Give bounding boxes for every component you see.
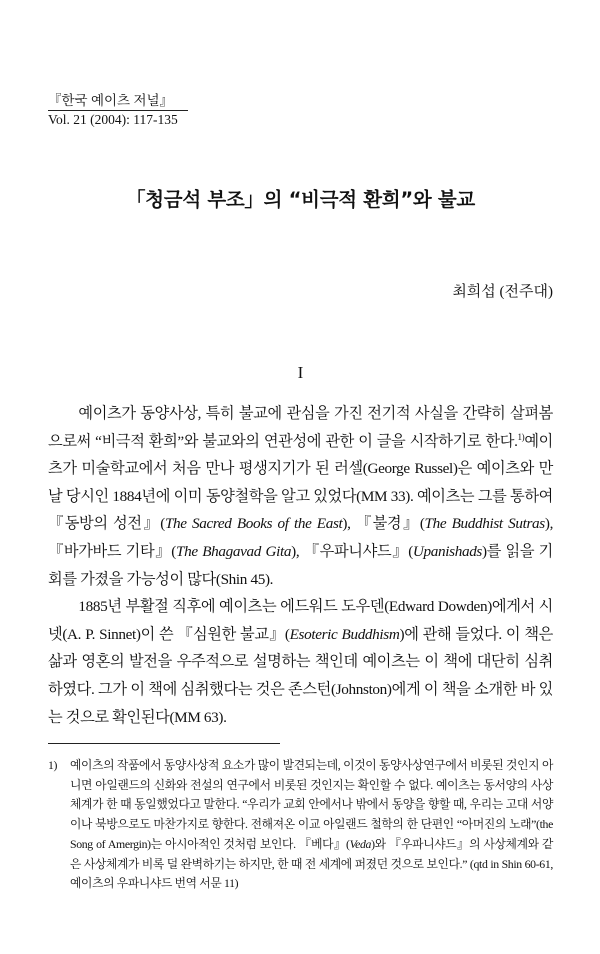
article-author: 최희섭 (전주대): [452, 284, 553, 300]
book-title-sacred-books: The Sacred Books of the East: [164, 515, 343, 533]
paragraph-2: [48, 593, 553, 731]
footnote-text: [70, 756, 553, 894]
paragraph-2-text-b: )에 관해 들었다. 이 책은 삶과 영혼의 발전을 우주적으로 설명하는 책인데 예이츠는 이 책에 대단히 심취하였다. 그가 이 책에 심취했다는 것은 존스턴(Johnston)에게 이 책을 소개한 바 있는 것으로 확인된다(MM 63).: [48, 625, 553, 726]
footnote: [48, 756, 553, 894]
book-title-buddhist-sutras: The Buddhist Sutras: [424, 515, 545, 533]
paragraph-1-text-e: ), 『우파니샤드』(: [291, 542, 413, 560]
paragraph-1-text-d: ), 『바가바드 기타』(: [48, 515, 554, 560]
paragraph-1-text-b: 예이츠가 미술학교에서 처음 만나 평생지기가 된 러셀(George Russel)은 예이츠와 만날 당시인 1884년에 이미 동양철학을 알고 있었다(MM 33). 예이츠는 그를 통하여 『동방의 성전』(: [48, 432, 553, 533]
book-title-bhagavad-gita: The Bhagavad Gita: [175, 542, 292, 560]
paragraph-1-text-c: ), 『불경』(: [342, 515, 425, 533]
book-title-veda: Veda: [349, 836, 372, 851]
paragraph-2-text-a: 1885년 부활절 직후에 예이츠는 에드워드 도우덴(Edward Dowden)에게서 시넷(A. P. Sinnet)이 쓴 『심원한 불교』(: [48, 598, 553, 643]
paragraph-1-text-f: )를 읽을 기회를 가졌을 가능성이 많다(Shin 45).: [48, 542, 553, 588]
footnote-number: 1): [48, 758, 58, 772]
article-title: 「청금석 부조」의 “비극적 환희”와 불교: [126, 188, 475, 211]
book-title-upanishads: Upanishads: [412, 542, 482, 560]
footnote-text-b: )와 『우파니샤드』의 사상체계와 같은 사상체계가 비록 덜 완벽하기는 하지만, 한 때 전 세계에 퍼졌던 것으로 보인다.” (qtd in Shin 60-61, 예이츠의 우파니샤드 번역 서문 11): [70, 836, 553, 891]
section-heading: I: [297, 363, 304, 382]
journal-name: 『한국 예이츠 저널』: [48, 92, 188, 111]
paragraph-1: [48, 400, 553, 593]
footnote-marker[interactable]: 1): [517, 431, 525, 442]
article-body: [48, 400, 553, 731]
volume-info: Vol. 21 (2004): 117-135: [48, 112, 178, 127]
paragraph-1-text-a: 예이츠가 동양사상, 특히 불교에 관심을 가진 전기적 사실을 간략히 살펴봄으로써 “비극적 환희”와 불교와의 연관성에 관한 이 글을 시작하기로 한다.: [48, 405, 553, 450]
book-title-esoteric-buddhism: Esoteric Buddhism: [289, 625, 400, 643]
footnote-divider: [48, 743, 280, 744]
document-page: [48, 0, 553, 954]
footnote-text-a: 예이츠의 작품에서 동양사상적 요소가 많이 발견되는데, 이것이 동양사상연구에서 비롯된 것인지 아니면 아일랜드의 신화와 전설의 연구에서 비롯된 것인지는 확인할 수 없다. 예이츠는 동서양의 사상체계가 한 때 동일했었다고 말한다. “우리가 교회 안에서나 밖에서 동양을 향할 때, 우리는 고대 서양이나 북방으로도 마찬가지로 향한다. 전해져온 이교 아일랜드 철학의 한 단편인 “아머진의 노래”(the Song of Amergin)는 아시아적인 것처럼 보인다. 『베다』(: [70, 758, 553, 851]
